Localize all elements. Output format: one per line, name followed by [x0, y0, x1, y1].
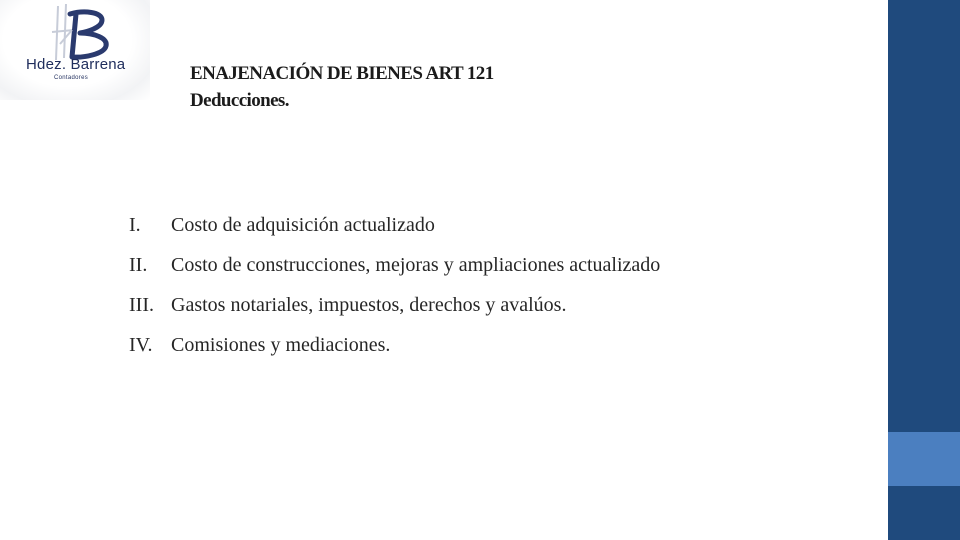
slide-title [190, 60, 494, 114]
list-item [129, 331, 660, 371]
list-item-text: Costo de adquisición actualizado [171, 214, 435, 236]
logo-tagline: Contadores [54, 75, 89, 81]
deductions-list [129, 211, 660, 371]
title-line-2: Deducciones. [190, 90, 289, 111]
list-item-text: Gastos notariales, impuestos, derechos y avalúos. [171, 294, 567, 316]
list-item-number: II. [129, 254, 148, 276]
list-item-number: I. [129, 214, 141, 236]
list-item-text: Comisiones y mediaciones. [171, 334, 391, 356]
list-item [129, 211, 660, 251]
list-item-number: III. [129, 294, 154, 316]
list-item-text: Costo de construcciones, mejoras y ampliaciones actualizado [171, 254, 661, 276]
title-line-1: ENAJENACIÓN DE BIENES ART 121 [190, 63, 494, 84]
logo-name: Hdez. Barrena [26, 56, 126, 73]
list-item-number: IV. [129, 334, 153, 356]
list-item [129, 251, 660, 291]
decorative-sidebar-accent [888, 432, 960, 486]
list-item [129, 291, 660, 331]
